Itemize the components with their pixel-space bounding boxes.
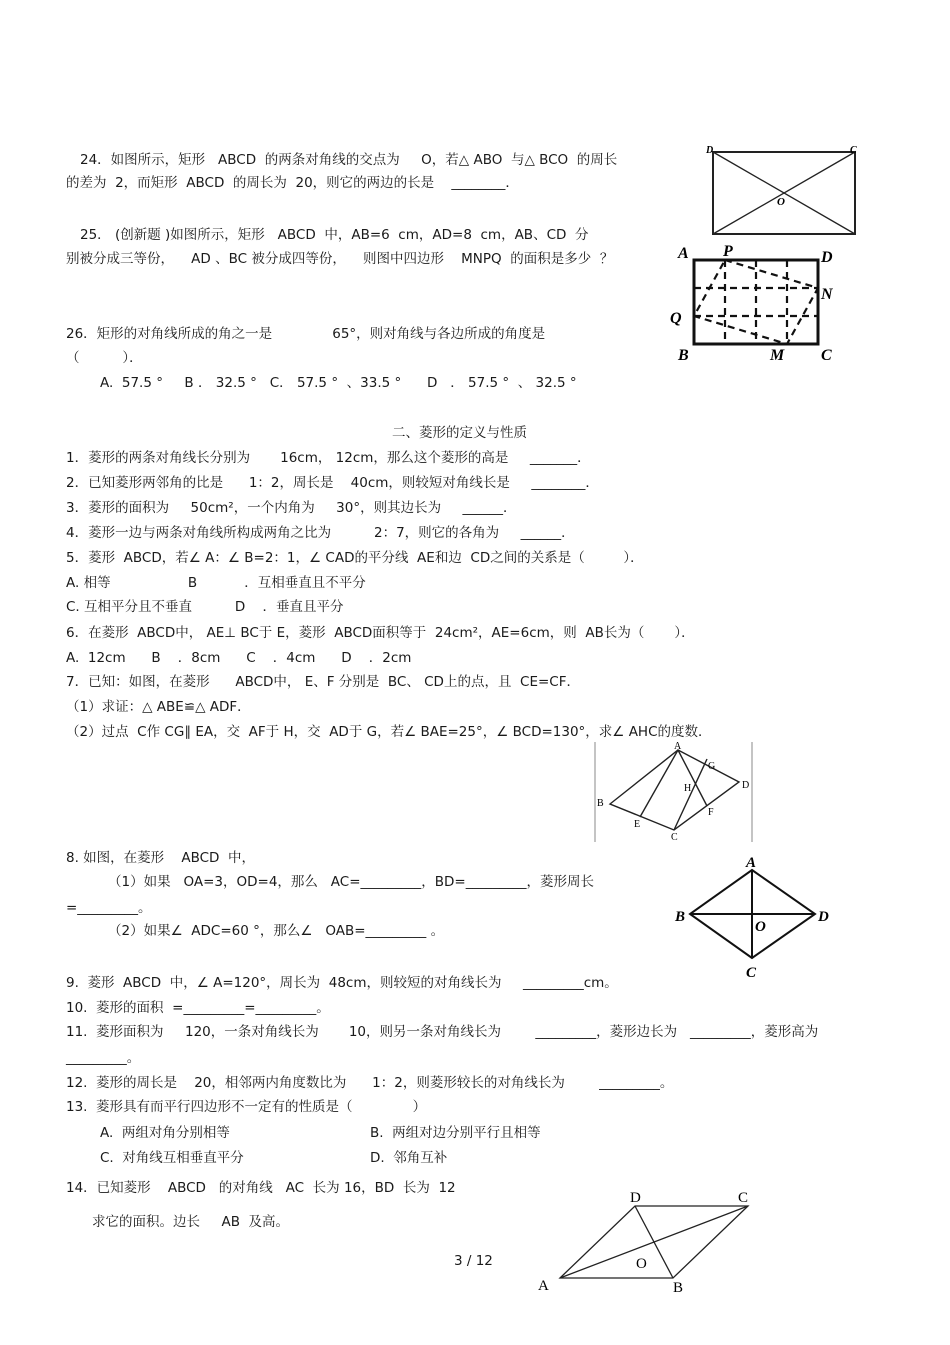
- r8-part2: （2）如果∠ ADC=60 °，那么∠ OAB=_________ 。: [108, 923, 445, 939]
- figure-25-rectangle-grid: [664, 236, 844, 368]
- q24-line-1: 24．如图所示，矩形 ABCD 的两条对角线的交点为 O，若△ ABO 与△ BCO 的周长: [80, 152, 618, 168]
- r6: 6．在菱形 ABCD中， AE⊥ BC于 E，菱形 ABCD面积等于 24cm²，AE=6cm，则 AB长为（ ）．: [66, 625, 695, 641]
- label-n: N: [821, 286, 833, 303]
- q26-line-1: 26．矩形的对角线所成的角之一是 65°，则对角线与各边所成的角度是: [66, 326, 546, 342]
- label-a: A: [538, 1278, 549, 1294]
- r6-options: A. 12cm B ．8cm C ．4cm D ．2cm: [66, 650, 412, 666]
- r13-opt-c: C. 对角线互相垂直平分: [100, 1150, 244, 1166]
- r11-cont: _________。: [66, 1050, 141, 1066]
- q26-line-2: （ ）．: [66, 350, 143, 366]
- label-d: D: [706, 145, 714, 156]
- page-number: 3 / 12: [454, 1253, 493, 1269]
- figure-14-rhombus: [530, 1188, 760, 1300]
- label-d: D: [742, 780, 750, 791]
- r8-part1-cont: =_________。: [66, 900, 152, 916]
- label-p: P: [723, 243, 733, 260]
- label-c: C: [671, 832, 678, 842]
- r4: 4．菱形一边与两条对角线所构成两角之比为 2：7，则它的各角为 ______．: [66, 525, 575, 541]
- label-g: G: [708, 761, 716, 772]
- r7-part1: （1）求证：△ ABE≌△ ADF．: [66, 699, 251, 715]
- r14: 14．已知菱形 ABCD 的对角线 AC 长为 16，BD 长为 12: [66, 1180, 456, 1196]
- label-b: B: [597, 798, 604, 809]
- r8: 8. 如图，在菱形 ABCD 中，: [66, 850, 255, 866]
- label-a: A: [678, 245, 689, 262]
- label-q: Q: [670, 310, 682, 327]
- label-c: C: [850, 145, 857, 156]
- r5-opt-ab: A. 相等 B ．互相垂直且不平分: [66, 575, 366, 591]
- label-o: O: [636, 1256, 647, 1272]
- r10: 10. 菱形的面积 =_________=_________。: [66, 1000, 330, 1016]
- q26-options: A. 57.5 ° B ． 32.5 ° C． 57.5 ° 、33.5 ° D ． 57.5 ° 、 32.5 °: [100, 375, 577, 391]
- r12: 12. 菱形的周长是 20，相邻两内角度数比为 1：2，则菱形较长的对角线长为 _________。: [66, 1075, 674, 1091]
- section-title: 二、菱形的定义与性质: [392, 425, 527, 441]
- r13: 13. 菱形具有而平行四边形不一定有的性质是（ ）: [66, 1099, 427, 1115]
- label-e: E: [634, 819, 641, 830]
- label-b: B: [678, 347, 689, 364]
- r5: 5．菱形 ABCD，若∠ A：∠ B=2：1，∠ CAD的平分线 AE和边 CD之间的关系是（ ）．: [66, 550, 644, 566]
- r9: 9. 菱形 ABCD 中，∠ A=120°，周长为 48cm，则较短的对角线长为 _________cm。: [66, 975, 618, 991]
- r2: 2．已知菱形两邻角的比是 1：2，周长是 40cm，则较短对角线长是 ________．: [66, 475, 599, 491]
- label-c: C: [738, 1190, 749, 1206]
- label-a: A: [746, 855, 757, 871]
- r5-opt-cd: C. 互相平分且不垂直 D ．垂直且平分: [66, 599, 344, 615]
- label-h: H: [684, 783, 692, 794]
- label-d: D: [821, 249, 833, 266]
- label-c: C: [746, 965, 757, 980]
- r13-opt-d: D. 邻角互补: [370, 1150, 448, 1166]
- figure-7-rhombus: [594, 742, 756, 842]
- label-o: O: [755, 919, 766, 935]
- label-c: C: [821, 347, 832, 364]
- figure-24-rectangle: [700, 142, 865, 242]
- label-o: O: [777, 196, 785, 208]
- r13-opt-a: A. 两组对角分别相等: [100, 1125, 230, 1141]
- label-f: F: [708, 807, 714, 818]
- r7-part2: （2）过点 C作 CG∥ EA，交 AF于 H，交 AD于 G，若∠ BAE=25°，∠ BCD=130°，求∠ AHC的度数．: [66, 724, 712, 740]
- r8-part1: （1）如果 OA=3，OD=4，那么 AC=_________，BD=_________，菱形周长: [108, 874, 594, 890]
- label-d: D: [630, 1190, 641, 1206]
- r11: 11. 菱形面积为 120，一条对角线长为 10，则另一条对角线长为 _________，菱形边长为 _________，菱形高为: [66, 1024, 819, 1040]
- label-b: B: [675, 909, 686, 925]
- q25-line-1: 25． (创新题 )如图所示，矩形 ABCD 中，AB=6 cm，AD=8 cm，AB、CD 分: [80, 227, 589, 243]
- label-a: A: [674, 742, 682, 752]
- label-b: B: [673, 1280, 684, 1296]
- r14-cont: 求它的面积。边长 AB 及高。: [92, 1214, 290, 1230]
- q24-line-2: 的差为 2，而矩形 ABCD 的周长为 20，则它的两边的长是 ________．: [66, 175, 519, 191]
- q25-line-2: 别被分成三等份， AD 、BC 被分成四等份， 则图中四边形 MNPQ 的面积是多少 ？: [66, 251, 614, 267]
- label-d: D: [818, 909, 829, 925]
- r3: 3．菱形的面积为 50cm²，一个内角为 30°，则其边长为 ______．: [66, 500, 517, 516]
- label-m: M: [770, 347, 785, 364]
- figure-8-rhombus: [672, 852, 842, 980]
- r1: 1．菱形的两条对角线长分别为 16cm， 12cm，那么这个菱形的高是 _______．: [66, 450, 591, 466]
- r7: 7．已知：如图，在菱形 ABCD中， E、F 分别是 BC、 CD上的点，且 CE=CF．: [66, 674, 580, 690]
- r13-opt-b: B. 两组对边分别平行且相等: [370, 1125, 541, 1141]
